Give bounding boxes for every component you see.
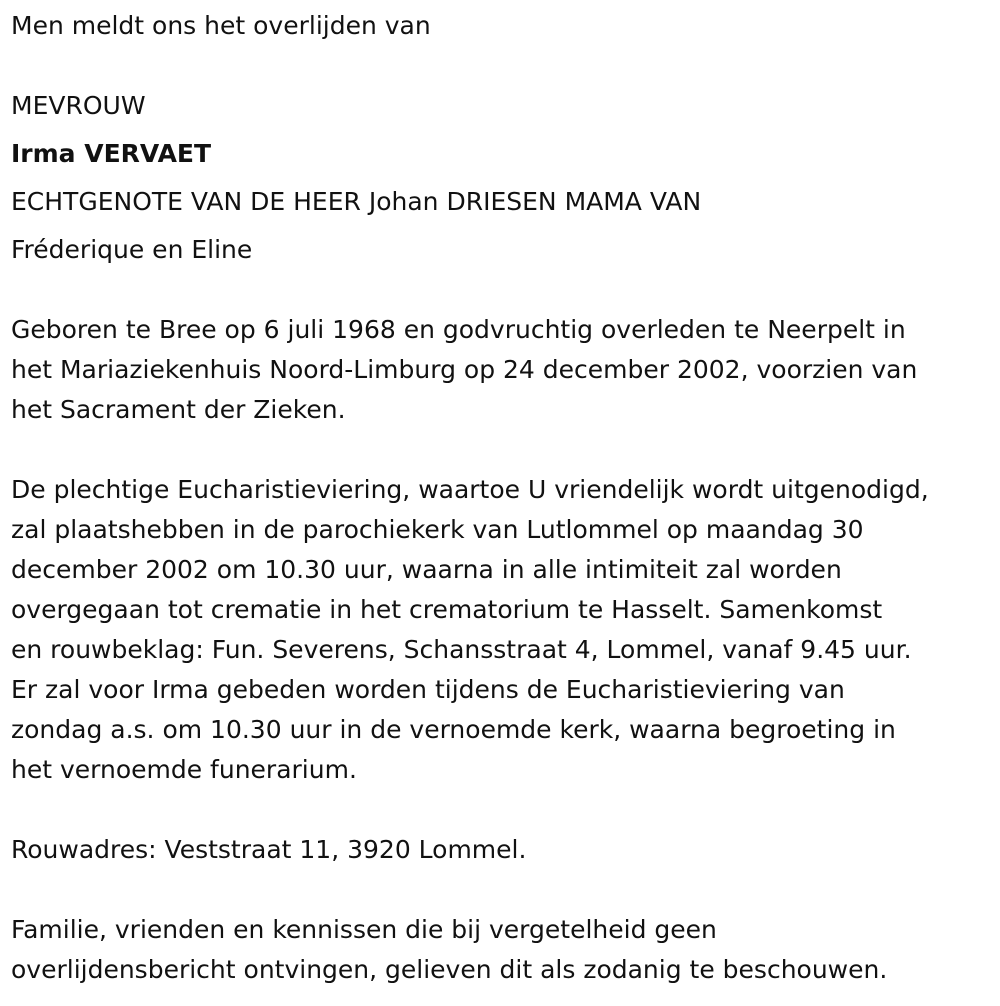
paragraph-line: overgegaan tot crematie in het crematorium te Hasselt. Samenkomst — [11, 595, 883, 624]
paragraph-line: en rouwbeklag: Fun. Severens, Schansstraat 4, Lommel, vanaf 9.45 uur. — [11, 635, 912, 664]
intro-text: Men meldt ons het overlijden van — [11, 11, 431, 40]
paragraph-line: zondag a.s. om 10.30 uur in de vernoemde kerk, waarna begroeting in — [11, 715, 896, 744]
mourning-address: Rouwadres: Veststraat 11, 3920 Lommel. — [11, 835, 527, 864]
paragraph-line: het vernoemde funerarium. — [11, 755, 357, 784]
spacer — [11, 46, 990, 86]
ceremony-paragraph — [11, 470, 990, 790]
spacer — [11, 790, 990, 830]
spacer — [11, 430, 990, 470]
children-names: Fréderique en Eline — [11, 235, 253, 264]
spacer — [11, 270, 990, 310]
birth-death-paragraph — [11, 310, 990, 430]
honorific-title: MEVROUW — [11, 91, 146, 120]
closing-paragraph — [11, 910, 990, 990]
paragraph-line: het Mariaziekenhuis Noord-Limburg op 24 december 2002, voorzien van — [11, 355, 918, 384]
spacer — [11, 870, 990, 910]
paragraph-line: Familie, vrienden en kennissen die bij vergetelheid geen — [11, 915, 717, 944]
paragraph-line: Er zal voor Irma gebeden worden tijdens de Eucharistieviering van — [11, 675, 845, 704]
paragraph-line: zal plaatshebben in de parochiekerk van Lutlommel op maandag 30 — [11, 515, 864, 544]
deceased-name: Irma VERVAET — [11, 139, 212, 168]
spouse-line: ECHTGENOTE VAN DE HEER Johan DRIESEN MAMA VAN — [11, 187, 702, 216]
paragraph-line: het Sacrament der Zieken. — [11, 395, 346, 424]
paragraph-line: december 2002 om 10.30 uur, waarna in alle intimiteit zal worden — [11, 555, 842, 584]
paragraph-line: De plechtige Eucharistieviering, waartoe U vriendelijk wordt uitgenodigd, — [11, 475, 929, 504]
paragraph-line: overlijdensbericht ontvingen, gelieven dit als zodanig te beschouwen. — [11, 955, 888, 984]
paragraph-line: Geboren te Bree op 6 juli 1968 en godvruchtig overleden te Neerpelt in — [11, 315, 906, 344]
